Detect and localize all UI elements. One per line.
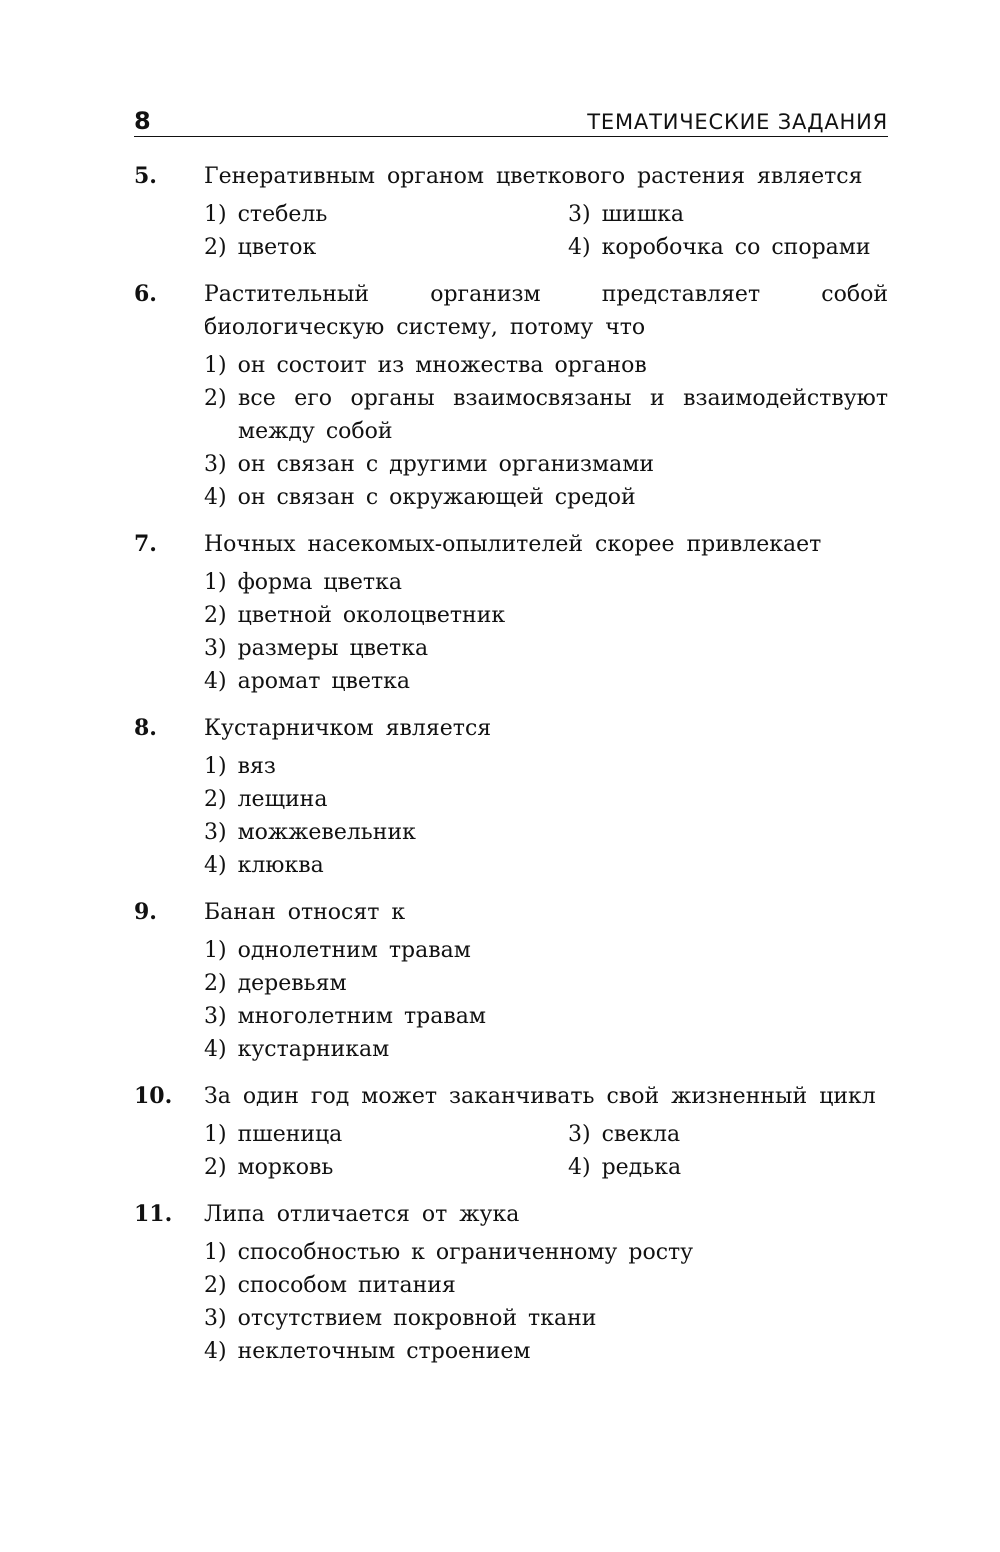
section-title: ТЕМАТИЧЕСКИЕ ЗАДАНИЯ: [587, 110, 888, 134]
question-10: [134, 1080, 888, 1184]
question-11: [134, 1198, 888, 1368]
answer-option-number: 2): [204, 386, 227, 411]
answer-option: 4) редька: [568, 1155, 682, 1180]
question-text: Растительный организм представляет собой биологическую систему, потому что: [204, 282, 888, 340]
question-7: [134, 528, 888, 698]
question-6: [134, 278, 888, 514]
question-number: 10.: [134, 1083, 173, 1109]
answer-option: 3) многолетним травам: [204, 1004, 486, 1029]
answer-option: 1) пшеница: [204, 1122, 343, 1147]
answer-option: 2) способом питания: [204, 1273, 456, 1298]
answer-options: [204, 1118, 888, 1184]
answer-option: 1) он состоит из множества органов: [204, 353, 647, 378]
question-number: 7.: [134, 531, 157, 557]
answer-option: 1) форма цветка: [204, 570, 402, 595]
answer-option: 4) неклеточным строением: [204, 1339, 531, 1364]
answer-options: [204, 934, 888, 1066]
answer-option: 2) цветной околоцветник: [204, 603, 506, 628]
answer-option: 2) морковь: [204, 1155, 334, 1180]
answer-options: [204, 198, 888, 264]
answer-option: 4) аромат цветка: [204, 669, 410, 694]
question-number: 6.: [134, 281, 157, 307]
question-text: Банан относят к: [204, 900, 406, 925]
answer-option: 2) лещина: [204, 787, 328, 812]
question-text: За один год может заканчивать свой жизненный цикл: [204, 1084, 876, 1109]
answer-option: 4) коробочка со спорами: [568, 235, 871, 260]
question-text: Кустарничком является: [204, 716, 492, 741]
question-number: 5.: [134, 163, 157, 189]
answer-option: 3) свекла: [568, 1122, 681, 1147]
answer-option: 3) отсутствием покровной ткани: [204, 1306, 597, 1331]
answer-option: 4) клюква: [204, 853, 324, 878]
question-list: [134, 160, 888, 1382]
answer-option: 1) способностью к ограниченному росту: [204, 1240, 694, 1265]
answer-option: 3) шишка: [568, 202, 685, 227]
answer-option: 1) вяз: [204, 754, 276, 779]
question-text: Генеративным органом цветкового растения является: [204, 164, 863, 189]
answer-option: [204, 382, 888, 448]
question-number: 9.: [134, 899, 157, 925]
answer-option: 4) кустарникам: [204, 1037, 390, 1062]
question-5: [134, 160, 888, 264]
question-number: 11.: [134, 1201, 173, 1227]
answer-option: 2) деревьям: [204, 971, 347, 996]
answer-option: 2) цветок: [204, 235, 317, 260]
answer-options: [204, 349, 888, 514]
question-text: Липа отличается от жука: [204, 1202, 520, 1227]
answer-option: 3) он связан с другими организмами: [204, 452, 654, 477]
answer-options: [204, 1236, 888, 1368]
answer-option-text: все его органы взаимосвязаны и взаимодействуют между собой: [238, 386, 888, 444]
answer-option: 4) он связан с окружающей средой: [204, 485, 636, 510]
question-text: Ночных насекомых-опылителей скорее привлекает: [204, 532, 822, 557]
answer-options: [204, 750, 888, 882]
answer-option: 1) стебель: [204, 202, 328, 227]
answer-options: [204, 566, 888, 698]
page-number: 8: [134, 107, 151, 135]
answer-option: 3) размеры цветка: [204, 636, 429, 661]
answer-option: 3) можжевельник: [204, 820, 416, 845]
answer-option: 1) однолетним травам: [204, 938, 471, 963]
question-9: [134, 896, 888, 1066]
question-8: [134, 712, 888, 882]
page-header: [134, 104, 888, 137]
question-number: 8.: [134, 715, 157, 741]
